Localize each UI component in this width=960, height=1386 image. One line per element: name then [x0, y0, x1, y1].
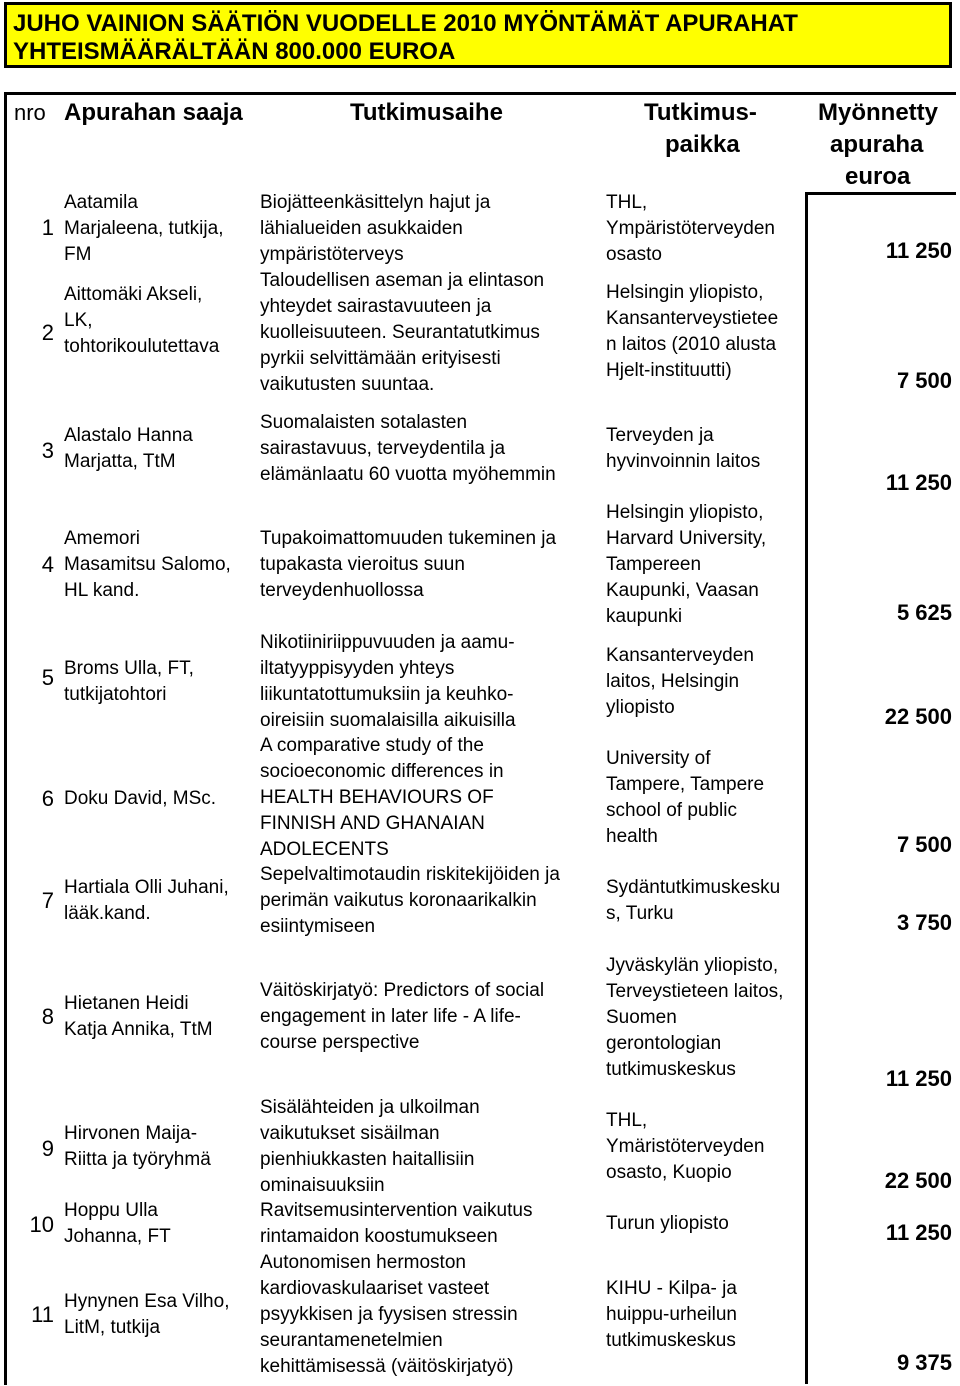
recipient-line: Riitta ja työryhmä	[64, 1149, 211, 1170]
place-line: Sydäntutkimuskesku	[606, 877, 781, 898]
place-line: THL,	[606, 1110, 648, 1131]
table-left-border	[4, 192, 7, 1384]
topic-line: engagement in later life - A life-	[260, 1006, 521, 1027]
place-line: tutkimuskeskus	[606, 1330, 736, 1351]
topic-line: Suomalaisten sotalasten	[260, 412, 468, 433]
recipient-line: Marjaleena, tutkija,	[64, 218, 224, 239]
place-line: yliopisto	[606, 697, 675, 718]
place-line: osasto, Kuopio	[606, 1162, 732, 1183]
row-number: 6	[41, 786, 54, 811]
topic-line: Taloudellisen aseman ja elintason	[260, 270, 545, 291]
recipient-line: Amemori	[64, 528, 141, 549]
grant-amount: 7 500	[896, 368, 952, 393]
grant-amount: 7 500	[896, 832, 952, 857]
header-amount-line-1: Myönnetty	[818, 99, 938, 126]
place-line: KIHU - Kilpa- ja	[606, 1278, 737, 1299]
recipient-line: Broms Ulla, FT,	[64, 658, 194, 679]
topic-line: kardiovaskulaariset vasteet	[260, 1278, 490, 1299]
grant-amount: 9 375	[896, 1350, 952, 1375]
grant-amount: 11 250	[885, 238, 952, 263]
place-line: tutkimuskeskus	[606, 1059, 736, 1080]
recipient-line: tohtorikoulutettava	[64, 336, 220, 357]
recipient-line: Hynynen Esa Vilho,	[64, 1291, 230, 1312]
row-number: 7	[41, 888, 54, 913]
grant-amount: 3 750	[896, 910, 952, 935]
recipient-line: Johanna, FT	[64, 1226, 171, 1247]
place-line: Suomen	[606, 1007, 677, 1028]
place-line: Tampere, Tampere	[606, 774, 765, 795]
recipient-line: Marjatta, TtM	[64, 451, 176, 472]
topic-line: vaikutukset sisäilman	[260, 1123, 440, 1144]
header-place-line-2: paikka	[665, 131, 740, 158]
grant-amount: 22 500	[884, 704, 952, 729]
place-line: school of public	[606, 800, 737, 821]
grant-amount: 11 250	[885, 470, 952, 495]
topic-line: esiintymiseen	[260, 916, 376, 937]
topic-line: liikuntatottumuksiin ja keuhko-	[260, 684, 514, 705]
topic-line: pienhiukkasten haitallisiin	[260, 1149, 475, 1170]
topic-line: pyrkii selvittämään erityisesti	[260, 348, 501, 369]
document-title-banner	[4, 2, 952, 68]
grant-amount: 11 250	[885, 1220, 952, 1245]
row-number: 5	[41, 665, 54, 690]
place-line: laitos, Helsingin	[606, 671, 740, 692]
topic-line: Nikotiiniriippuvuuden ja aamu-	[260, 632, 515, 653]
row-number: 1	[41, 215, 54, 240]
row-number: 3	[41, 438, 54, 463]
place-line: Terveystieteen laitos,	[606, 981, 784, 1002]
grant-amount: 5 625	[896, 600, 952, 625]
header-nro: nro	[14, 100, 46, 125]
row-number: 8	[41, 1004, 54, 1029]
topic-line: ominaisuuksiin	[260, 1175, 385, 1196]
place-line: Terveyden ja	[606, 425, 714, 446]
topic-line: rintamaidon koostumukseen	[260, 1226, 498, 1247]
grant-amount: 11 250	[885, 1066, 952, 1091]
topic-line: Sepelvaltimotaudin riskitekijöiden ja	[260, 864, 560, 885]
topic-line: yhteydet sairastavuuteen ja	[260, 296, 492, 317]
topic-line: Sisälähteiden ja ulkoilman	[260, 1097, 480, 1118]
topic-line: kuolleisuuteen. Seurantatutkimus	[260, 322, 540, 343]
topic-line: ympäristöterveys	[260, 244, 404, 265]
header-amount-line-2: apuraha	[830, 131, 924, 158]
topic-line: seurantamenetelmien	[260, 1330, 443, 1351]
header-topic: Tutkimusaihe	[350, 99, 503, 126]
place-line: n laitos (2010 alusta	[606, 334, 777, 355]
topic-line: Ravitsemusintervention vaikutus	[260, 1200, 533, 1221]
recipient-line: Hoppu Ulla	[64, 1200, 158, 1221]
recipient-line: lääk.kand.	[64, 903, 151, 924]
recipient-line: Hirvonen Maija-	[64, 1123, 198, 1144]
recipient-line: LitM, tutkija	[64, 1317, 161, 1338]
recipient-line: Aittomäki Akseli,	[64, 284, 203, 305]
topic-line: course perspective	[260, 1032, 420, 1053]
topic-line: perimän vaikutus koronaarikalkin	[260, 890, 537, 911]
place-line: Kaupunki, Vaasan	[606, 580, 759, 601]
recipient-line: HL kand.	[64, 580, 140, 601]
topic-line: oireisiin suomalaisilla aikuisilla	[260, 710, 516, 731]
document-title-line-1: JUHO VAINION SÄÄTIÖN VUODELLE 2010 MYÖNTÄMÄT APURAHAT	[13, 10, 798, 37]
topic-line: terveydenhuollossa	[260, 580, 424, 601]
topic-line: socioeconomic differences in	[260, 761, 504, 782]
place-line: Kansanterveystietee	[606, 308, 779, 329]
place-line: Ymäristöterveyden	[606, 1136, 765, 1157]
topic-line: iltatyyppisyyden yhteys	[260, 658, 455, 679]
place-line: health	[606, 826, 658, 847]
recipient-line: FM	[64, 244, 92, 265]
topic-line: sairastavuus, terveydentila ja	[260, 438, 506, 459]
place-line: University of	[606, 748, 711, 769]
recipient-line: Hietanen Heidi	[64, 993, 189, 1014]
topic-line: FINNISH AND GHANAIAN	[260, 813, 485, 834]
topic-line: tupakasta vieroitus suun	[260, 554, 465, 575]
recipient-line: tutkijatohtori	[64, 684, 167, 705]
place-line: kaupunki	[606, 606, 683, 627]
place-line: osasto	[606, 244, 662, 265]
topic-line: ADOLECENTS	[260, 839, 389, 860]
header-recipient: Apurahan saaja	[64, 99, 243, 126]
recipient-line: Aatamila	[64, 192, 138, 213]
row-number: 11	[31, 1302, 54, 1327]
recipient-line: Katja Annika, TtM	[64, 1019, 213, 1040]
row-number: 10	[29, 1212, 54, 1237]
recipient-line: Doku David, MSc.	[64, 788, 217, 809]
place-line: s, Turku	[606, 903, 674, 924]
place-line: Helsingin yliopisto,	[606, 282, 764, 303]
place-line: Helsingin yliopisto,	[606, 502, 764, 523]
topic-line: Autonomisen hermoston	[260, 1252, 466, 1273]
place-line: Kansanterveyden	[606, 645, 754, 666]
place-line: THL,	[606, 192, 648, 213]
header-amount-line-3: euroa	[845, 163, 911, 190]
topic-line: lähialueiden asukkaiden	[260, 218, 463, 239]
grant-amount: 22 500	[884, 1168, 952, 1193]
topic-line: Biojätteenkäsittelyn hajut ja	[260, 192, 491, 213]
topic-line: Väitöskirjatyö: Predictors of social	[260, 980, 545, 1001]
row-number: 2	[41, 320, 54, 345]
place-line: Jyväskylän yliopisto,	[606, 955, 779, 976]
topic-line: vaikutusten suuntaa.	[260, 374, 435, 395]
recipient-line: Alastalo Hanna	[64, 425, 193, 446]
recipient-line: Masamitsu Salomo,	[64, 554, 231, 575]
place-line: hyvinvoinnin laitos	[606, 451, 761, 472]
place-line: Ympäristöterveyden	[606, 218, 775, 239]
place-line: Tampereen	[606, 554, 702, 575]
place-line: gerontologian	[606, 1033, 722, 1054]
document-title-line-2: YHTEISMÄÄRÄLTÄÄN 800.000 EUROA	[13, 38, 456, 65]
place-line: Turun yliopisto	[606, 1213, 729, 1234]
topic-line: psyykkisen ja fyysisen stressin	[260, 1304, 518, 1325]
place-line: huippu-urheilun	[606, 1304, 737, 1325]
topic-line: Tupakoimattomuuden tukeminen ja	[260, 528, 557, 549]
place-line: Harvard University,	[606, 528, 767, 549]
topic-line: kehittämisessä (väitöskirjatyö)	[260, 1356, 514, 1377]
place-line: Hjelt-instituutti)	[606, 360, 732, 381]
recipient-line: LK,	[64, 310, 93, 331]
topic-line: HEALTH BEHAVIOURS OF	[260, 787, 494, 808]
row-number: 4	[41, 552, 54, 577]
header-place-line-1: Tutkimus-	[644, 99, 757, 126]
topic-line: elämänlaatu 60 vuotta myöhemmin	[260, 464, 556, 485]
topic-line: A comparative study of the	[260, 735, 484, 756]
row-number: 9	[41, 1136, 54, 1161]
recipient-line: Hartiala Olli Juhani,	[64, 877, 229, 898]
